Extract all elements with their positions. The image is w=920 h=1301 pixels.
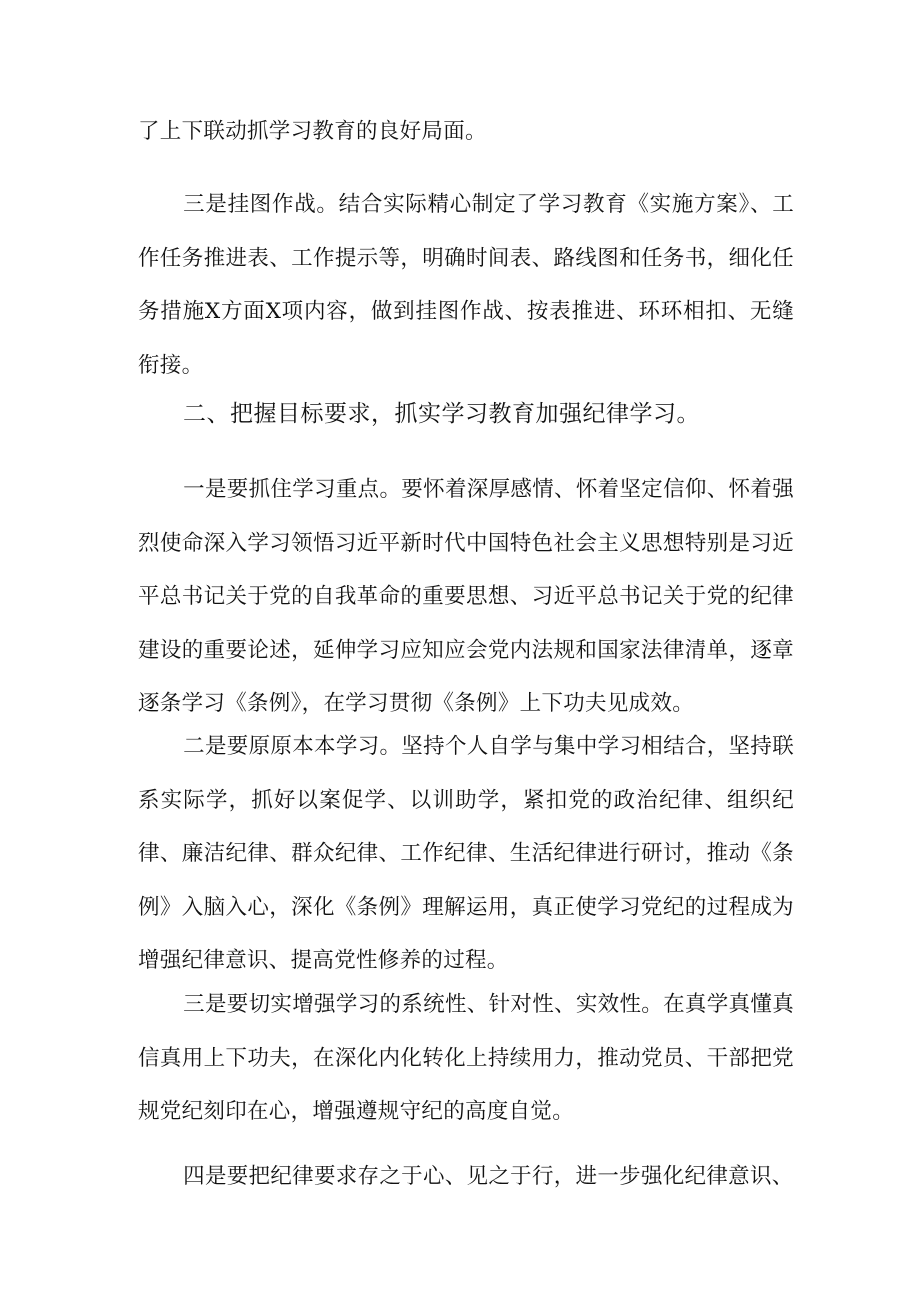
paragraph-discipline-requirements: 四是要把纪律要求存之于心、见之于行，进一步强化纪律意识、 [183, 1164, 794, 1189]
paragraph-study-focus: 一是要抓住学习重点。要怀着深厚感情、怀着坚定信仰、怀着强烈使命深入学习领悟习近平新时代中国特色社会主义思想特别是习近平总书记关于党的自我革命的重要思想、习近平总书记关于党的纪律建设的重要论述，延伸学习应知应会党内法规和国家法律清单，逐章逐条学习《条例》，在学习贯彻《条例》上下功夫见成效。 [138, 477, 794, 716]
section-heading: 二、把握目标要求，抓实学习教育加强纪律学习。 [183, 401, 700, 427]
paragraph-hang-chart: 三是挂图作战。结合实际精心制定了学习教育《实施方案》、工作任务推进表、工作提示等，明确时间表、路线图和任务书，细化任务措施X方面X项内容，做到挂图作战、按表推进、环环相扣、无缝衔接。 [138, 192, 794, 378]
paragraph-continuation: 了上下联动抓学习教育的良好局面。 [138, 119, 487, 144]
paragraph-original-text-study: 二是要原原本本学习。坚持个人自学与集中学习相结合，坚持联系实际学，抓好以案促学、以训助学，紧扣党的政治纪律、组织纪律、廉洁纪律、群众纪律、工作纪律、生活纪律进行研讨，推动《条例》入脑入心，深化《条例》理解运用，真正使学习党纪的过程成为增强纪律意识、提高党性修养的过程。 [138, 734, 794, 973]
paragraph-systematic-study: 三是要切实增强学习的系统性、针对性、实效性。在真学真懂真信真用上下功夫，在深化内化转化上持续用力，推动党员、干部把党规党纪刻印在心，增强遵规守纪的高度自觉。 [138, 992, 794, 1124]
